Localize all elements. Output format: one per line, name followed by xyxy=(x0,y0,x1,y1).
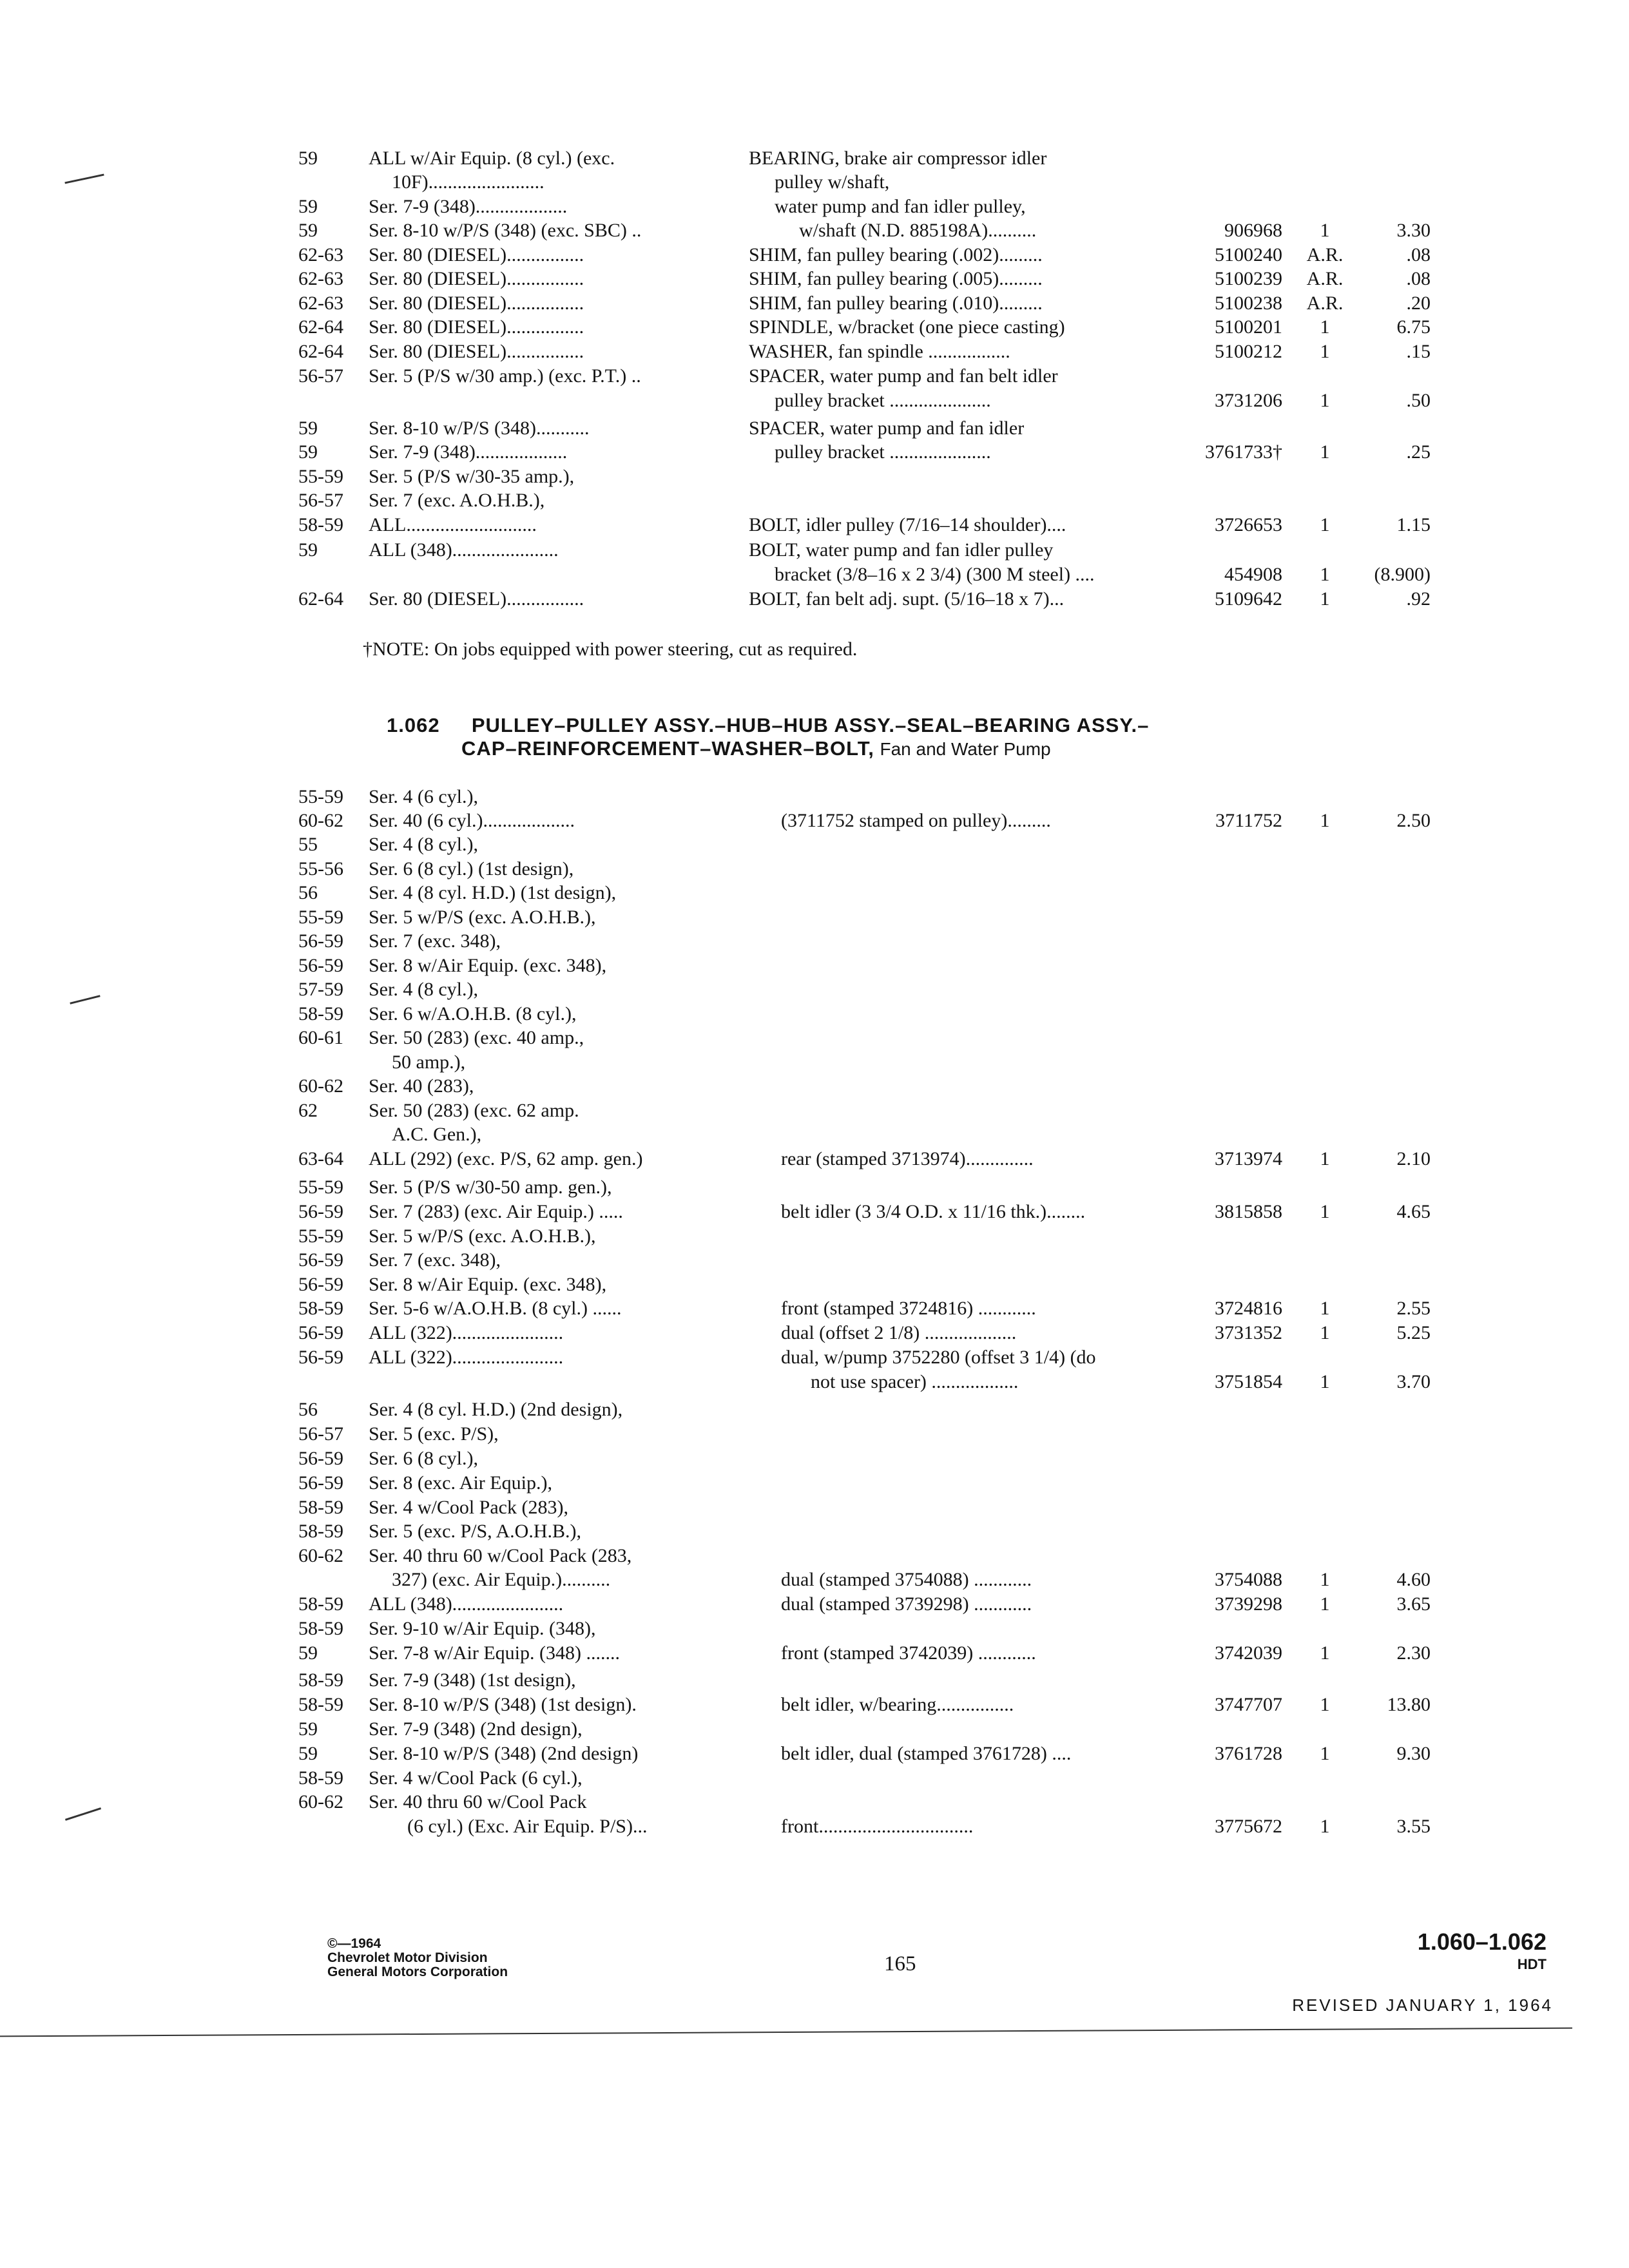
part-number-cell: 3731206 xyxy=(1215,390,1282,411)
application-cell: Ser. 4 (8 cyl. H.D.) (2nd design), xyxy=(369,1399,623,1420)
price-cell: 2.10 xyxy=(1396,1148,1431,1169)
price-cell: .50 xyxy=(1406,390,1431,411)
application-cell: Ser. 5 (P/S w/30-50 amp. gen.), xyxy=(369,1177,612,1198)
application-cell: Ser. 5 w/P/S (exc. A.O.H.B.), xyxy=(369,907,596,928)
application-cell: Ser. 40 (283), xyxy=(369,1075,474,1097)
application-cell: Ser. 5 w/P/S (exc. A.O.H.B.), xyxy=(369,1225,596,1247)
section-reference: 1.060–1.062 xyxy=(1417,1928,1547,1955)
description-cell: pulley w/shaft, xyxy=(775,171,890,193)
year-cell: 62-63 xyxy=(298,268,343,289)
table-row xyxy=(0,1767,1629,1792)
part-number-cell: 3711752 xyxy=(1215,810,1282,831)
year-cell: 55-59 xyxy=(298,466,343,487)
division-name: Chevrolet Motor Division xyxy=(327,1950,488,1965)
part-number-cell: 3731352 xyxy=(1215,1322,1282,1343)
year-cell: 56-57 xyxy=(298,365,343,387)
part-number-cell: 5100201 xyxy=(1215,316,1282,338)
application-cell: ALL (322)....................... xyxy=(369,1322,564,1343)
price-cell: 5.25 xyxy=(1396,1322,1431,1343)
application-cell: Ser. 4 (8 cyl.), xyxy=(369,834,478,855)
year-cell: 63-64 xyxy=(298,1148,343,1169)
description-cell: (3711752 stamped on pulley)......... xyxy=(781,810,1051,831)
year-cell: 55-59 xyxy=(298,786,343,807)
application-cell: ALL........................... xyxy=(369,514,537,535)
part-number-cell: 5109642 xyxy=(1215,588,1282,610)
table-row xyxy=(0,267,1629,293)
year-cell: 60-61 xyxy=(298,1027,343,1048)
table-row xyxy=(0,563,1629,589)
year-cell: 59 xyxy=(298,148,318,169)
year-cell: 58-59 xyxy=(298,1618,343,1639)
table-row xyxy=(0,417,1629,443)
year-cell: 56-57 xyxy=(298,490,343,511)
description-cell: pulley bracket ..................... xyxy=(775,441,991,463)
year-cell: 55-59 xyxy=(298,907,343,928)
table-row xyxy=(0,292,1629,318)
description-cell: front................................ xyxy=(781,1816,974,1837)
description-cell: WASHER, fan spindle ................. xyxy=(749,341,1010,362)
part-number-cell: 3775672 xyxy=(1215,1816,1282,1837)
application-cell: Ser. 7 (exc. 348), xyxy=(369,1249,501,1271)
application-cell: Ser. 5 (P/S w/30 amp.) (exc. P.T.) .. xyxy=(369,365,641,387)
year-cell: 57-59 xyxy=(298,979,343,1000)
table-row xyxy=(0,954,1629,980)
table-row xyxy=(0,785,1629,811)
quantity-cell: 1 xyxy=(1320,1322,1330,1343)
table-row xyxy=(0,1398,1629,1424)
year-cell: 60-62 xyxy=(298,1791,343,1812)
year-cell: 56-59 xyxy=(298,1347,343,1368)
quantity-cell: 1 xyxy=(1320,514,1330,535)
price-cell: 3.55 xyxy=(1396,1816,1431,1837)
application-cell: Ser. 40 thru 60 w/Cool Pack xyxy=(369,1791,587,1812)
table-row xyxy=(0,1321,1629,1347)
application-cell: A.C. Gen.), xyxy=(392,1124,482,1145)
revised-date: REVISED JANUARY 1, 1964 xyxy=(1292,1995,1553,2015)
application-cell: Ser. 40 (6 cyl.)................... xyxy=(369,810,575,831)
application-cell: Ser. 5 (P/S w/30-35 amp.), xyxy=(369,466,575,487)
application-cell: Ser. 8 w/Air Equip. (exc. 348), xyxy=(369,955,607,976)
application-cell: Ser. 8-10 w/P/S (348)........... xyxy=(369,418,590,439)
table-row xyxy=(0,1544,1629,1570)
description-cell: BOLT, water pump and fan idler pulley xyxy=(749,539,1054,561)
year-cell: 56-59 xyxy=(298,1249,343,1271)
application-cell: Ser. 80 (DIESEL)................ xyxy=(369,588,584,610)
quantity-cell: A.R. xyxy=(1306,293,1344,314)
table-row xyxy=(0,978,1629,1004)
application-cell: Ser. 6 (8 cyl.) (1st design), xyxy=(369,858,574,879)
quantity-cell: A.R. xyxy=(1306,268,1344,289)
quantity-cell: 1 xyxy=(1320,1148,1330,1169)
table-row xyxy=(0,1568,1629,1594)
year-cell: 58-59 xyxy=(298,1767,343,1789)
section-heading-line-2 xyxy=(461,736,1051,762)
table-row xyxy=(0,1472,1629,1497)
quantity-cell: 1 xyxy=(1320,390,1330,411)
year-cell: 59 xyxy=(298,418,318,439)
application-cell: Ser. 5-6 w/A.O.H.B. (8 cyl.) ...... xyxy=(369,1298,622,1319)
quantity-cell: 1 xyxy=(1320,220,1330,241)
quantity-cell: 1 xyxy=(1320,1593,1330,1615)
year-cell: 59 xyxy=(298,196,318,217)
year-cell: 58-59 xyxy=(298,1497,343,1518)
part-number-cell: 454908 xyxy=(1224,564,1282,585)
quantity-cell: 1 xyxy=(1320,1642,1330,1664)
table-row xyxy=(0,539,1629,564)
year-cell: 55-59 xyxy=(298,1177,343,1198)
year-cell: 58-59 xyxy=(298,1298,343,1319)
price-cell: 13.80 xyxy=(1387,1694,1431,1715)
application-cell: 10F)........................ xyxy=(392,171,545,193)
application-cell: ALL w/Air Equip. (8 cyl.) (exc. xyxy=(369,148,615,169)
application-cell: 50 amp.), xyxy=(392,1052,466,1073)
part-number-cell: 3747707 xyxy=(1215,1694,1282,1715)
quantity-cell: 1 xyxy=(1320,1569,1330,1590)
price-cell: (8.900) xyxy=(1374,564,1431,585)
table-row xyxy=(0,588,1629,613)
quantity-cell: 1 xyxy=(1320,1201,1330,1222)
quantity-cell: 1 xyxy=(1320,341,1330,362)
table-row xyxy=(0,1346,1629,1372)
section-title-suffix: Fan and Water Pump xyxy=(880,739,1051,759)
section-heading xyxy=(387,713,1149,738)
part-number-cell: 3754088 xyxy=(1215,1569,1282,1590)
corporation-name: General Motors Corporation xyxy=(327,1965,508,1979)
table-row xyxy=(0,489,1629,515)
year-cell: 60-62 xyxy=(298,810,343,831)
year-cell: 62-64 xyxy=(298,341,343,362)
part-number-cell: 906968 xyxy=(1224,220,1282,241)
description-cell: SPACER, water pump and fan idler xyxy=(749,418,1025,439)
application-cell: Ser. 80 (DIESEL)................ xyxy=(369,293,584,314)
application-cell: Ser. 4 (6 cyl.), xyxy=(369,786,478,807)
description-cell: dual (offset 2 1/8) ................... xyxy=(781,1322,1017,1343)
description-cell: belt idler, w/bearing................ xyxy=(781,1694,1014,1715)
table-row xyxy=(0,147,1629,173)
application-cell: Ser. 4 (8 cyl.), xyxy=(369,979,478,1000)
quantity-cell: 1 xyxy=(1320,810,1330,831)
table-row xyxy=(0,1617,1629,1643)
application-cell: Ser. 6 (8 cyl.), xyxy=(369,1448,478,1469)
description-cell: w/shaft (N.D. 885198A).......... xyxy=(799,220,1037,241)
description-cell: BOLT, fan belt adj. supt. (5/16–18 x 7)... xyxy=(749,588,1065,610)
quantity-cell: 1 xyxy=(1320,1816,1330,1837)
application-cell: Ser. 7-9 (348)................... xyxy=(369,196,568,217)
year-cell: 58-59 xyxy=(298,514,343,535)
year-cell: 56-59 xyxy=(298,1274,343,1295)
application-cell: Ser. 7-9 (348) (2nd design), xyxy=(369,1718,583,1740)
application-cell: Ser. 7-9 (348)................... xyxy=(369,441,568,463)
table-row xyxy=(0,1370,1629,1396)
part-number-cell: 5100240 xyxy=(1215,244,1282,265)
application-cell: Ser. 8-10 w/P/S (348) (2nd design) xyxy=(369,1743,639,1764)
quantity-cell: 1 xyxy=(1320,1694,1330,1715)
table-row xyxy=(0,1273,1629,1299)
table-row xyxy=(0,1718,1629,1744)
table-row xyxy=(0,365,1629,390)
price-cell: .92 xyxy=(1406,588,1431,610)
price-cell: 2.30 xyxy=(1396,1642,1431,1664)
description-cell: belt idler, dual (stamped 3761728) .... xyxy=(781,1743,1072,1764)
year-cell: 60-62 xyxy=(298,1075,343,1097)
table-row xyxy=(0,1642,1629,1667)
year-cell: 58-59 xyxy=(298,1669,343,1691)
quantity-cell: 1 xyxy=(1320,588,1330,610)
part-number-cell: 3726653 xyxy=(1215,514,1282,535)
table-row xyxy=(0,1123,1629,1149)
description-cell: SHIM, fan pulley bearing (.010)......... xyxy=(749,293,1043,314)
application-cell: (6 cyl.) (Exc. Air Equip. P/S)... xyxy=(407,1816,648,1837)
application-cell: Ser. 40 thru 60 w/Cool Pack (283, xyxy=(369,1545,632,1566)
application-cell: Ser. 6 w/A.O.H.B. (8 cyl.), xyxy=(369,1003,577,1024)
application-cell: Ser. 80 (DIESEL)................ xyxy=(369,341,584,362)
table-row xyxy=(0,340,1629,366)
year-cell: 59 xyxy=(298,1718,318,1740)
part-number-cell: 5100238 xyxy=(1215,293,1282,314)
application-cell: Ser. 4 w/Cool Pack (283), xyxy=(369,1497,568,1518)
year-cell: 58-59 xyxy=(298,1593,343,1615)
application-cell: Ser. 4 (8 cyl. H.D.) (1st design), xyxy=(369,882,617,903)
footnote: †NOTE: On jobs equipped with power steering, cut as required. xyxy=(363,639,858,660)
description-cell: dual (stamped 3739298) ............ xyxy=(781,1593,1032,1615)
application-cell: Ser. 5 (exc. P/S, A.O.H.B.), xyxy=(369,1521,581,1542)
quantity-cell: 1 xyxy=(1320,316,1330,338)
year-cell: 56-57 xyxy=(298,1423,343,1445)
quantity-cell: 1 xyxy=(1320,1298,1330,1319)
year-cell: 62-64 xyxy=(298,588,343,610)
description-cell: pulley bracket ..................... xyxy=(775,390,991,411)
manual-code: HDT xyxy=(1517,1956,1547,1972)
table-row xyxy=(0,930,1629,956)
year-cell: 58-59 xyxy=(298,1003,343,1024)
description-cell: rear (stamped 3713974).............. xyxy=(781,1148,1034,1169)
table-row xyxy=(0,1791,1629,1816)
table-row xyxy=(0,1742,1629,1768)
section-number: 1.062 xyxy=(387,714,440,736)
table-row xyxy=(0,389,1629,415)
table-row xyxy=(0,1520,1629,1546)
year-cell: 62 xyxy=(298,1100,318,1121)
part-number-cell: 3751854 xyxy=(1215,1371,1282,1392)
application-cell: Ser. 80 (DIESEL)................ xyxy=(369,316,584,338)
year-cell: 59 xyxy=(298,441,318,463)
application-cell: Ser. 7 (exc. 348), xyxy=(369,930,501,952)
application-cell: Ser. 50 (283) (exc. 40 amp., xyxy=(369,1027,584,1048)
table-row xyxy=(0,1447,1629,1473)
table-row xyxy=(0,1003,1629,1028)
table-row xyxy=(0,881,1629,907)
price-cell: 3.70 xyxy=(1396,1371,1431,1392)
application-cell: Ser. 9-10 w/Air Equip. (348), xyxy=(369,1618,596,1639)
table-row xyxy=(0,514,1629,539)
price-cell: 4.60 xyxy=(1396,1569,1431,1590)
description-cell: BOLT, idler pulley (7/16–14 shoulder).... xyxy=(749,514,1066,535)
part-number-cell: 5100212 xyxy=(1215,341,1282,362)
table-row xyxy=(0,1423,1629,1448)
year-cell: 58-59 xyxy=(298,1521,343,1542)
year-cell: 56-59 xyxy=(298,1448,343,1469)
application-cell: Ser. 8-10 w/P/S (348) (1st design). xyxy=(369,1694,637,1715)
application-cell: 327) (exc. Air Equip.).......... xyxy=(392,1569,611,1590)
description-cell: belt idler (3 3/4 O.D. x 11/16 thk.)........ xyxy=(781,1201,1086,1222)
application-cell: Ser. 7 (283) (exc. Air Equip.) ..... xyxy=(369,1201,623,1222)
part-number-cell: 3815858 xyxy=(1215,1201,1282,1222)
section-title-line-1: PULLEY–PULLEY ASSY.–HUB–HUB ASSY.–SEAL–BEARING ASSY.– xyxy=(471,714,1150,736)
table-row xyxy=(0,833,1629,859)
year-cell: 62-63 xyxy=(298,293,343,314)
year-cell: 59 xyxy=(298,220,318,241)
description-cell: SHIM, fan pulley bearing (.005)......... xyxy=(749,268,1043,289)
year-cell: 55-56 xyxy=(298,858,343,879)
table-row xyxy=(0,1496,1629,1522)
section-title-line-2: CAP–REINFORCEMENT–WASHER–BOLT, xyxy=(461,737,874,760)
table-row xyxy=(0,1148,1629,1173)
table-row xyxy=(0,1297,1629,1323)
application-cell: Ser. 80 (DIESEL)................ xyxy=(369,244,584,265)
copyright-year: ©—1964 xyxy=(327,1936,381,1951)
table-row xyxy=(0,809,1629,835)
table-row xyxy=(0,858,1629,883)
application-cell: Ser. 5 (exc. P/S), xyxy=(369,1423,499,1445)
table-row xyxy=(0,441,1629,466)
table-row xyxy=(0,1099,1629,1125)
table-row xyxy=(0,219,1629,245)
year-cell: 59 xyxy=(298,1642,318,1664)
page-number: 165 xyxy=(884,1952,916,1975)
description-cell: BEARING, brake air compressor idler xyxy=(749,148,1047,169)
footer-copyright xyxy=(327,1937,508,1979)
year-cell: 59 xyxy=(298,1743,318,1764)
quantity-cell: 1 xyxy=(1320,441,1330,463)
price-cell: .08 xyxy=(1406,244,1431,265)
table-row xyxy=(0,316,1629,341)
year-cell: 56-59 xyxy=(298,1322,343,1343)
price-cell: .20 xyxy=(1406,293,1431,314)
price-cell: 3.30 xyxy=(1396,220,1431,241)
year-cell: 55-59 xyxy=(298,1225,343,1247)
quantity-cell: A.R. xyxy=(1306,244,1344,265)
table-row xyxy=(0,1051,1629,1077)
price-cell: 2.55 xyxy=(1396,1298,1431,1319)
description-cell: bracket (3/8–16 x 2 3/4) (300 M steel) .... xyxy=(775,564,1095,585)
quantity-cell: 1 xyxy=(1320,1743,1330,1764)
table-row xyxy=(0,1200,1629,1226)
description-cell: front (stamped 3742039) ............ xyxy=(781,1642,1036,1664)
table-row xyxy=(0,171,1629,197)
price-cell: .15 xyxy=(1406,341,1431,362)
application-cell: ALL (322)....................... xyxy=(369,1347,564,1368)
application-cell: Ser. 7-9 (348) (1st design), xyxy=(369,1669,576,1691)
price-cell: 3.65 xyxy=(1396,1593,1431,1615)
application-cell: ALL (348)...................... xyxy=(369,539,559,561)
application-cell: Ser. 80 (DIESEL)................ xyxy=(369,268,584,289)
table-row xyxy=(0,1693,1629,1719)
application-cell: Ser. 8-10 w/P/S (348) (exc. SBC) .. xyxy=(369,220,642,241)
application-cell: Ser. 7 (exc. A.O.H.B.), xyxy=(369,490,545,511)
part-number-cell: 3739298 xyxy=(1215,1593,1282,1615)
price-cell: 2.50 xyxy=(1396,810,1431,831)
year-cell: 56 xyxy=(298,882,318,903)
year-cell: 59 xyxy=(298,539,318,561)
year-cell: 62-63 xyxy=(298,244,343,265)
price-cell: .25 xyxy=(1406,441,1431,463)
table-row xyxy=(0,1176,1629,1202)
table-row xyxy=(0,465,1629,491)
description-cell: water pump and fan idler pulley, xyxy=(775,196,1026,217)
description-cell: dual, w/pump 3752280 (offset 3 1/4) (do xyxy=(781,1347,1096,1368)
table-row xyxy=(0,1075,1629,1100)
table-row xyxy=(0,1225,1629,1251)
year-cell: 56-59 xyxy=(298,930,343,952)
description-cell: SPINDLE, w/bracket (one piece casting) xyxy=(749,316,1065,338)
bottom-rule xyxy=(0,2028,1572,2037)
part-number-cell: 5100239 xyxy=(1215,268,1282,289)
year-cell: 62-64 xyxy=(298,316,343,338)
application-cell: ALL (292) (exc. P/S, 62 amp. gen.) xyxy=(369,1148,643,1169)
year-cell: 56 xyxy=(298,1399,318,1420)
table-row xyxy=(0,1026,1629,1052)
description-cell: not use spacer) .................. xyxy=(811,1371,1019,1392)
quantity-cell: 1 xyxy=(1320,1371,1330,1392)
year-cell: 56-59 xyxy=(298,955,343,976)
table-row xyxy=(0,906,1629,932)
application-cell: ALL (348)....................... xyxy=(369,1593,564,1615)
table-row xyxy=(0,1593,1629,1619)
price-cell: 4.65 xyxy=(1396,1201,1431,1222)
part-number-cell: 3742039 xyxy=(1215,1642,1282,1664)
quantity-cell: 1 xyxy=(1320,564,1330,585)
price-cell: .08 xyxy=(1406,268,1431,289)
application-cell: Ser. 8 (exc. Air Equip.), xyxy=(369,1472,552,1494)
table-row xyxy=(0,244,1629,269)
application-cell: Ser. 8 w/Air Equip. (exc. 348), xyxy=(369,1274,607,1295)
year-cell: 60-62 xyxy=(298,1545,343,1566)
year-cell: 56-59 xyxy=(298,1472,343,1494)
price-cell: 9.30 xyxy=(1396,1743,1431,1764)
description-cell: front (stamped 3724816) ............ xyxy=(781,1298,1036,1319)
part-number-cell: 3761728 xyxy=(1215,1743,1282,1764)
application-cell: Ser. 7-8 w/Air Equip. (348) ....... xyxy=(369,1642,620,1664)
year-cell: 58-59 xyxy=(298,1694,343,1715)
year-cell: 56-59 xyxy=(298,1201,343,1222)
application-cell: Ser. 4 w/Cool Pack (6 cyl.), xyxy=(369,1767,583,1789)
price-cell: 1.15 xyxy=(1396,514,1431,535)
description-cell: SPACER, water pump and fan belt idler xyxy=(749,365,1058,387)
table-row xyxy=(0,1815,1629,1841)
application-cell: Ser. 50 (283) (exc. 62 amp. xyxy=(369,1100,579,1121)
table-row xyxy=(0,1249,1629,1274)
part-number-cell: 3761733† xyxy=(1205,441,1282,463)
description-cell: dual (stamped 3754088) ............ xyxy=(781,1569,1032,1590)
part-number-cell: 3713974 xyxy=(1215,1148,1282,1169)
part-number-cell: 3724816 xyxy=(1215,1298,1282,1319)
price-cell: 6.75 xyxy=(1396,316,1431,338)
table-row xyxy=(0,1669,1629,1695)
description-cell: SHIM, fan pulley bearing (.002)......... xyxy=(749,244,1043,265)
table-row xyxy=(0,195,1629,221)
year-cell: 55 xyxy=(298,834,318,855)
